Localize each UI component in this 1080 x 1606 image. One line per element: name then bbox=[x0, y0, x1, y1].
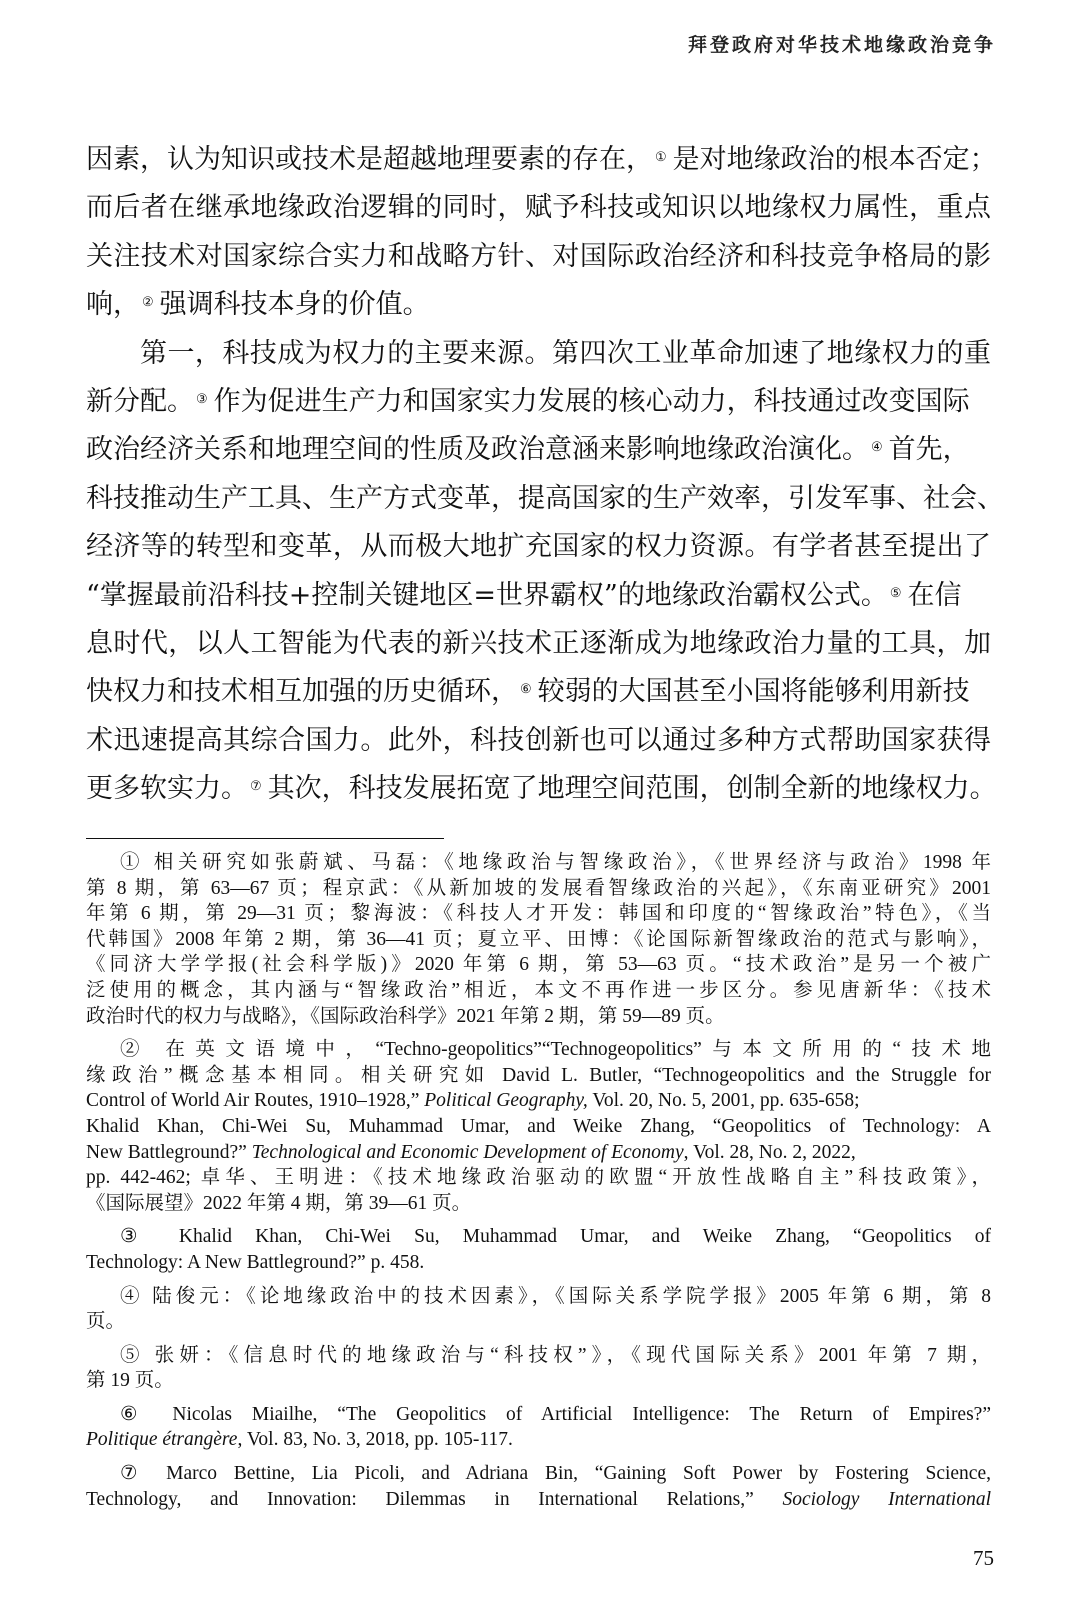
footnote-5 bbox=[86, 1343, 991, 1394]
footnote-line: 《同济大学学报(社会科学版)》2020 年第 6 期，第 53—63 页。“技术政治”是另一个被广 bbox=[86, 954, 991, 976]
footnote-segment: Vol. 20, No. 5, 2001, pp. 635-658; bbox=[587, 1090, 860, 1112]
footnote-segment: , Vol. 28, No. 2, 2022, bbox=[683, 1141, 856, 1163]
journal-title: Technological and Economic Development of Economy bbox=[251, 1141, 684, 1163]
body-text-segment: 响， bbox=[86, 289, 140, 321]
footnote-ref[interactable]: ⑥ bbox=[520, 682, 532, 698]
footnote-line: 年第 6 期，第 29—31 页；黎海波：《科技人才开发：韩国和印度的“智缘政治”特色》，《当 bbox=[86, 903, 991, 925]
footnote-line: ④ 陆俊元：《论地缘政治中的技术因素》，《国际关系学院学报》2005 年第 6 期，第 8 bbox=[120, 1285, 991, 1307]
footnote-segment: New Battleground?” bbox=[86, 1141, 247, 1163]
footnote-3 bbox=[86, 1224, 991, 1275]
body-line: 第一，科技成为权力的主要来源。第四次工业革命加速了地缘权力的重 bbox=[140, 337, 991, 369]
body-text-segment: 新分配。 bbox=[86, 385, 194, 417]
body-line: 而后者在继承地缘政治逻辑的同时，赋予科技或知识以地缘权力属性，重点 bbox=[86, 192, 991, 224]
footnote-segment: Technology, and Innovation: Dilemmas in International Relations,” bbox=[86, 1488, 754, 1510]
body-line bbox=[86, 426, 991, 474]
footnote-line: ① 相关研究如张蔚斌、马磊：《地缘政治与智缘政治》，《世界经济与政治》1998 年 bbox=[120, 852, 991, 873]
page-number: 75 bbox=[973, 1546, 994, 1570]
footnote-7 bbox=[86, 1461, 991, 1512]
footnote-line bbox=[86, 1487, 991, 1513]
body-line bbox=[86, 572, 991, 620]
footnote-line: 政治时代的权力与战略》，《国际政治科学》2021 年第 2 期，第 59—89 页。 bbox=[86, 1005, 725, 1027]
footnote-line: 《国际展望》2022 年第 4 期，第 39—61 页。 bbox=[86, 1192, 472, 1214]
body-text bbox=[86, 136, 1004, 813]
footnote-line: 泛使用的概念，其内涵与“智缘政治”相近，本文不再作进一步区分。参见唐新华：《技术 bbox=[86, 979, 991, 1001]
footnote-line: 代韩国》2008 年第 2 期，第 36—41 页；夏立平、田博：《论国际新智缘政治的范式与影响》， bbox=[86, 928, 991, 950]
body-line: 关注技术对国家综合实力和战略方针、对国际政治经济和科技竞争格局的影 bbox=[86, 240, 991, 272]
body-text-segment: 政治经济关系和地理空间的性质及政治意涵来影响地缘政治演化。 bbox=[86, 434, 869, 466]
footnote-line: 缘政治”概念基本相同。相关研究如 David L. Butler, “Technogeopolitics and the Struggle for bbox=[86, 1064, 991, 1086]
body-line bbox=[86, 668, 991, 716]
body-line: 术迅速提高其综合国力。此外，科技创新也可以通过多种方式帮助国家获得 bbox=[86, 724, 991, 756]
journal-title: Sociology International bbox=[782, 1488, 991, 1510]
footnote-6 bbox=[86, 1402, 991, 1453]
body-text-segment: 较弱的大国甚至小国将能够利用新技 bbox=[537, 676, 970, 708]
footnote-ref[interactable]: ⑤ bbox=[889, 585, 902, 601]
footnotes bbox=[86, 850, 991, 1512]
footnote-rule bbox=[86, 838, 444, 839]
footnote-ref[interactable]: ④ bbox=[871, 440, 883, 456]
body-text-segment: 快权力和技术相互加强的历史循环， bbox=[86, 676, 518, 708]
body-line bbox=[86, 378, 991, 426]
body-line bbox=[86, 136, 997, 184]
footnote-segment: , Vol. 83, No. 3, 2018, pp. 105-117. bbox=[237, 1429, 513, 1451]
journal-title: Politique étrangère bbox=[86, 1429, 238, 1451]
body-text-segment: 强调科技本身的价值。 bbox=[159, 289, 430, 321]
footnote-4 bbox=[86, 1284, 991, 1335]
body-text-segment: 是对地缘政治的根本否定； bbox=[672, 144, 997, 175]
footnote-line: ⑦ Marco Bettine, Lia Picoli, and Adriana Bin, “Gaining Soft Power by Fostering Science, bbox=[120, 1463, 991, 1485]
running-head: 拜登政府对华技术地缘政治竞争 bbox=[687, 34, 996, 56]
footnote-line: ⑤ 张妍：《信息时代的地缘政治与“科技权”》，《现代国际关系》2001 年第 7 期， bbox=[120, 1344, 991, 1366]
footnote-ref[interactable]: ③ bbox=[196, 391, 208, 407]
footnote-line: Khalid Khan, Chi-Wei Su, Muhammad Umar, and Weike Zhang, “Geopolitics of Technology: A bbox=[86, 1115, 991, 1137]
footnote-line bbox=[86, 1427, 991, 1453]
footnote-line: 页。 bbox=[86, 1311, 126, 1333]
footnote-line: ⑥ Nicolas Miailhe, “The Geopolitics of Artificial Intelligence: The Return of Empires?” bbox=[120, 1403, 991, 1425]
footnote-2 bbox=[86, 1037, 991, 1216]
footnote-line: 第 8 期，第 63—67 页；程京武：《从新加坡的发展看智缘政治的兴起》，《东南亚研究》2001 bbox=[86, 877, 991, 899]
footnote-ref[interactable]: ① bbox=[655, 150, 667, 165]
body-text-segment: “掌握最前沿科技+控制关键地区=世界霸权”的地缘政治霸权公式。 bbox=[86, 579, 888, 611]
journal-title: Political Geography, bbox=[424, 1090, 588, 1112]
body-line bbox=[86, 765, 997, 813]
footnote-ref[interactable]: ⑦ bbox=[250, 779, 262, 795]
footnote-ref[interactable]: ② bbox=[142, 295, 154, 311]
body-line: 经济等的转型和变革，从而极大地扩充国家的权力资源。有学者甚至提出了 bbox=[86, 531, 991, 563]
body-text-segment: 首先， bbox=[888, 434, 970, 466]
body-text-segment: 其次，科技发展拓宽了地理空间范围，创制全新的地缘权力。 bbox=[267, 773, 997, 805]
body-text-segment: 因素，认为知识或技术是超越地理要素的存在， bbox=[86, 144, 653, 175]
footnote-1 bbox=[86, 850, 991, 1029]
body-line: 息时代，以人工智能为代表的新兴技术正逐渐成为地缘政治力量的工具，加 bbox=[86, 627, 991, 659]
footnote-line bbox=[86, 1140, 991, 1166]
body-text-segment: 作为促进生产力和国家实力发展的核心动力，科技通过改变国际 bbox=[213, 385, 970, 417]
body-text-segment: 更多软实力。 bbox=[86, 773, 248, 805]
footnote-line: ② 在英文语境中，“Techno-geopolitics”“Technogeopolitics”与本文所用的“技术地 bbox=[120, 1039, 991, 1061]
footnote-line: Technology: A New Battleground?” p. 458. bbox=[86, 1251, 425, 1273]
body-text-segment: 在信 bbox=[907, 579, 962, 611]
footnote-line bbox=[86, 1088, 991, 1114]
footnote-line: 第 19 页。 bbox=[86, 1370, 174, 1392]
footnote-segment: Control of World Air Routes, 1910–1928,” bbox=[86, 1090, 420, 1112]
body-line: 科技推动生产工具、生产方式变革，提高国家的生产效率，引发军事、社会、 bbox=[86, 482, 1004, 514]
footnote-line: ③ Khalid Khan, Chi-Wei Su, Muhammad Umar, and Weike Zhang, “Geopolitics of bbox=[120, 1226, 991, 1248]
footnote-line: pp. 442-462; 卓华、王明进：《技术地缘政治驱动的欧盟“开放性战略自主”科技政策》， bbox=[86, 1167, 991, 1189]
body-line bbox=[86, 281, 991, 329]
